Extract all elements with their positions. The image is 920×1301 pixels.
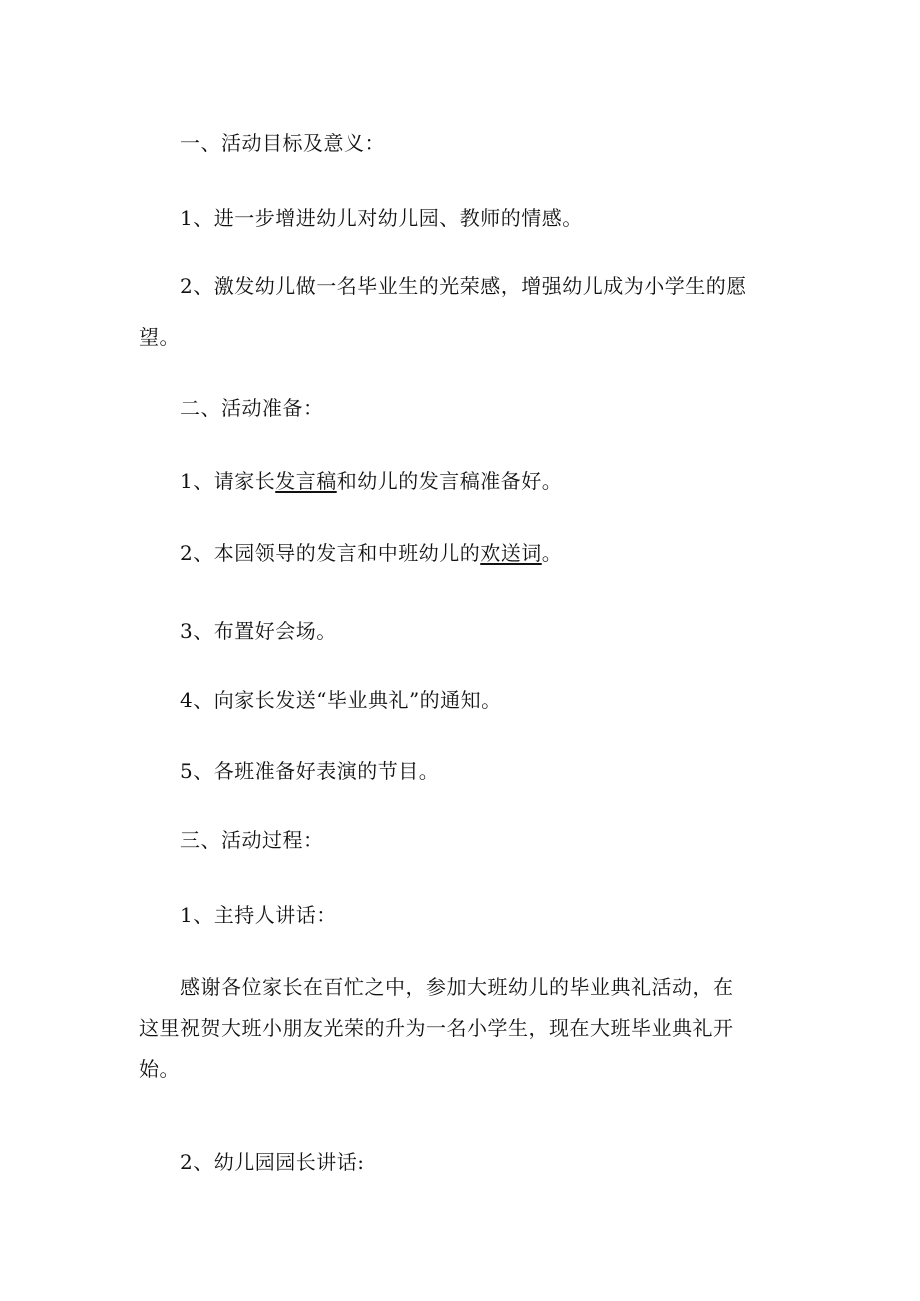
- host-speech-paragraph: [139, 968, 789, 1088]
- goal-item-1: 1、进一步增进幼儿对幼儿园、教师的情感。: [180, 206, 583, 230]
- speech-draft-link[interactable]: 发言稿: [275, 469, 337, 493]
- prep-item-3: 3、布置好会场。: [180, 619, 337, 643]
- prep-item-1-suffix: 和幼儿的发言稿准备好。: [336, 469, 563, 493]
- section-heading-preparation: 二、活动准备：: [180, 396, 324, 420]
- section-heading-goals: 一、活动目标及意义：: [180, 131, 385, 155]
- host-speech-line-1: 感谢各位家长在百忙之中，参加大班幼儿的毕业典礼活动，在: [180, 975, 734, 999]
- prep-item-5: 5、各班准备好表演的节目。: [180, 759, 440, 783]
- process-item-1: 1、主持人讲话：: [180, 903, 337, 927]
- prep-item-4: 4、向家长发送“毕业典礼”的通知。: [180, 688, 502, 712]
- section-heading-process: 三、活动过程：: [180, 828, 324, 852]
- process-item-2: 2、幼儿园园长讲话:: [180, 1150, 365, 1174]
- prep-item-2-prefix: 2、本园领导的发言和中班幼儿的: [180, 541, 481, 565]
- goal-item-2-line-2: 望。: [139, 325, 180, 349]
- host-speech-line-2: 这里祝贺大班小朋友光荣的升为一名小学生，现在大班毕业典礼开: [139, 1016, 734, 1040]
- goal-item-2: [139, 267, 789, 356]
- prep-item-1-prefix: 1、请家长: [180, 469, 276, 493]
- goal-item-2-line-1: 2、激发幼儿做一名毕业生的光荣感，增强幼儿成为小学生的愿: [180, 274, 747, 298]
- farewell-speech-link[interactable]: 欢送词: [480, 541, 542, 565]
- prep-item-2-suffix: 。: [541, 541, 563, 565]
- host-speech-line-3: 始。: [139, 1057, 180, 1081]
- prep-item-2: [139, 534, 830, 572]
- prep-item-1: [139, 462, 830, 500]
